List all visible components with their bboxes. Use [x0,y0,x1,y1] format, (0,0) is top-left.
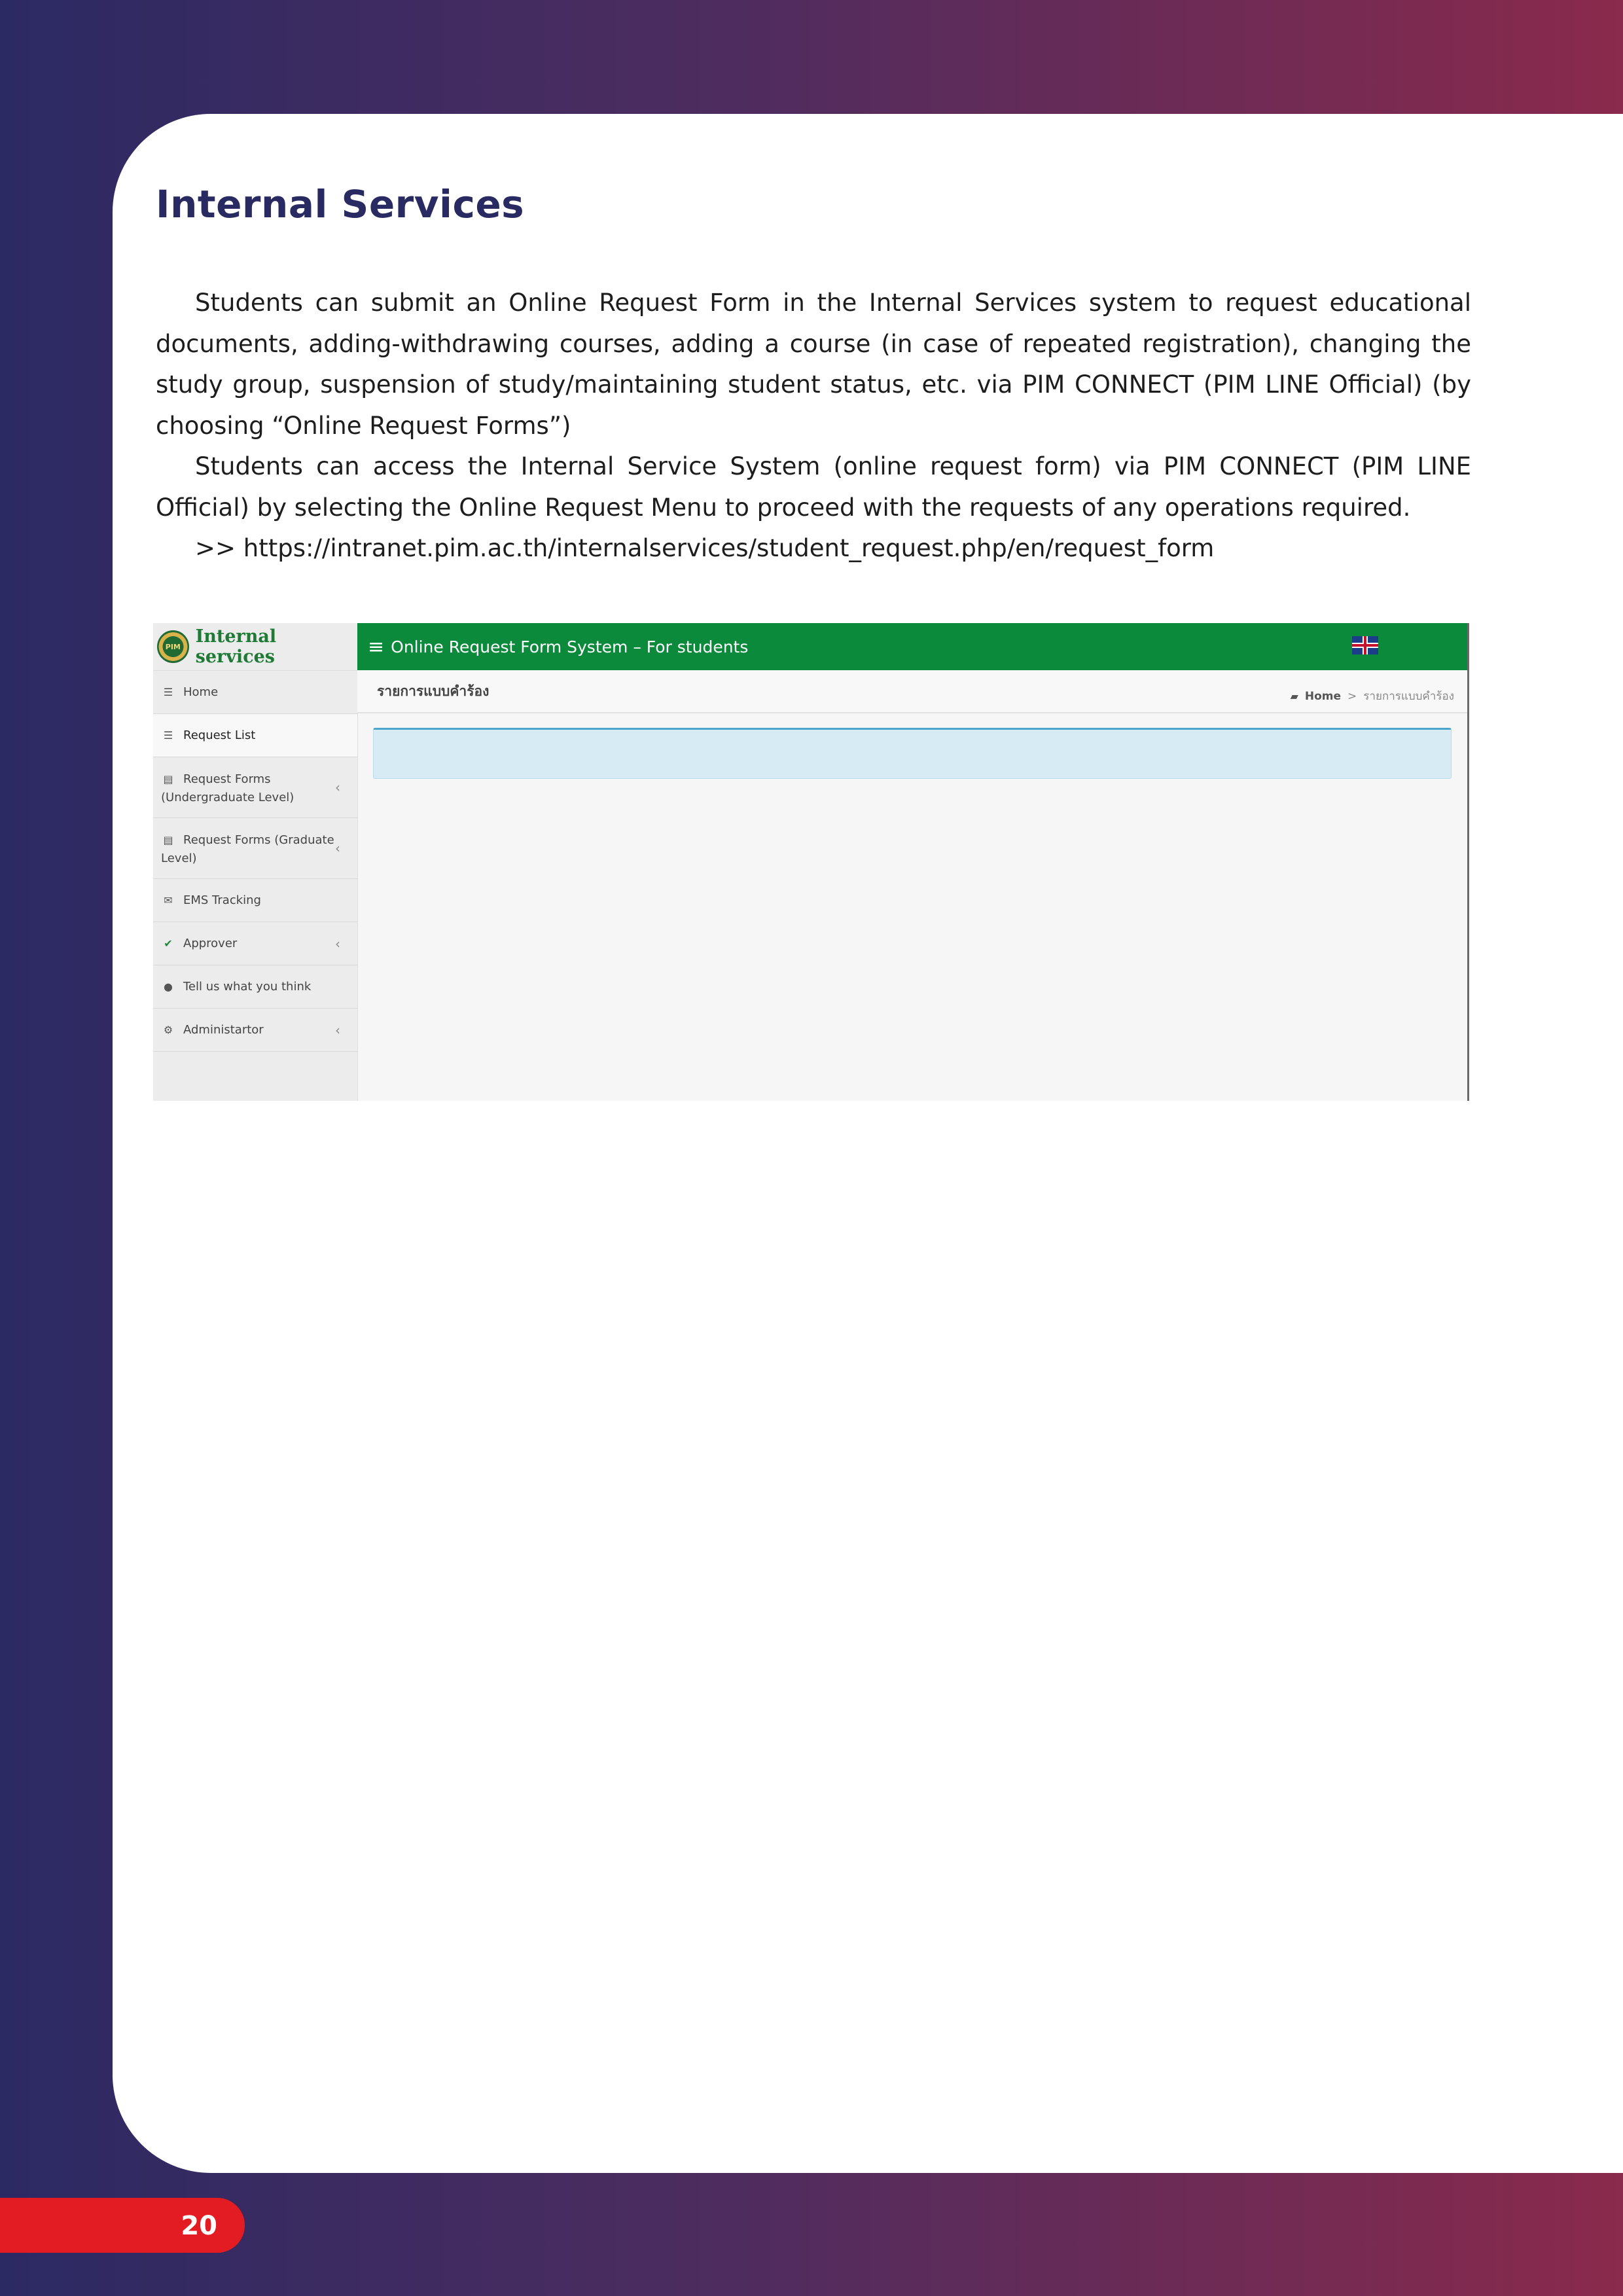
breadcrumb-home[interactable]: Home [1304,689,1342,703]
chevron-left-icon: ‹ [335,935,340,952]
sidebar-item-administrator[interactable] [153,1009,357,1052]
chevron-left-icon: ‹ [335,840,340,856]
breadcrumb-current: รายการแบบคำร้อง [1363,690,1454,703]
sidebar-item-approver[interactable] [153,922,357,965]
list-icon: ☰ [163,728,173,742]
sidebar-item-label: Request List [183,728,256,742]
sidebar-item-request-forms-undergraduate[interactable] [153,757,357,818]
document-icon: ▤ [163,834,173,846]
topbar-title: Online Request Form System – For students [391,637,749,656]
page-number-tab [0,2198,245,2253]
page-heading: Internal Services [156,182,525,226]
chevron-left-icon: ‹ [335,1022,340,1038]
sidebar-item-label: Approver [183,936,238,950]
paragraph: Students can access the Internal Service System (online request form) via PIM CONNECT (PIM LINE Official) by selecting the Online Request Menu to proceed with the requests of any operations required. [156,452,1471,522]
embedded-screenshot [153,623,1469,1101]
info-callout [373,728,1452,779]
document-icon: ▤ [163,773,173,785]
sidebar-item-label: Tell us what you think [183,979,312,994]
comment-icon: ● [164,980,173,993]
sidebar-item-label: EMS Tracking [183,893,261,907]
url-line: >> https://intranet.pim.ac.th/internalservices/student_request.php/en/request_form [195,534,1215,562]
gear-icon: ⚙ [163,1023,173,1036]
breadcrumb [1291,687,1454,705]
breadcrumb-separator: > [1347,689,1357,703]
folder-icon: ▰ [1290,690,1298,702]
brand[interactable] [153,623,357,671]
sidebar-item-ems-tracking[interactable] [153,879,357,922]
sidebar-item-label: Home [183,685,219,699]
pim-logo-icon: PIM [157,630,189,663]
sidebar-item-label: Request Forms (Undergraduate Level) [161,772,294,804]
sidebar-item-home[interactable] [153,671,357,714]
sidebar-item-request-forms-graduate[interactable] [153,818,357,879]
sidebar [153,623,358,1101]
list-icon: ☰ [163,685,173,698]
chevron-left-icon: ‹ [335,780,340,795]
content-header [357,670,1467,713]
sidebar-item-label: Request Forms (Graduate Level) [161,833,334,865]
envelope-icon: ✉ [164,893,173,906]
content-title: รายการแบบคำร้อง [377,683,490,699]
sidebar-item-feedback[interactable] [153,965,357,1009]
top-navbar [357,623,1467,670]
paragraph: Students can submit an Online Request Form in the Internal Services system to request educational documents, adding-withdrawing courses, adding a course (in case of repeated registration), changing the study group, suspension of study/maintaining student status, etc. via PIM CONNECT (PIM LINE Official) (by choosing “Online Request Forms”) [156,289,1471,440]
hamburger-menu-icon[interactable]: ≡ [368,635,385,658]
sidebar-item-label: Administartor [183,1022,264,1037]
body-text [156,283,1471,569]
brand-text: Internal services [195,626,277,667]
sidebar-item-request-list[interactable] [153,714,357,757]
check-circle-icon: ✔ [164,937,173,950]
uk-flag-icon[interactable] [1352,636,1378,655]
page-number: 20 [181,2211,217,2241]
